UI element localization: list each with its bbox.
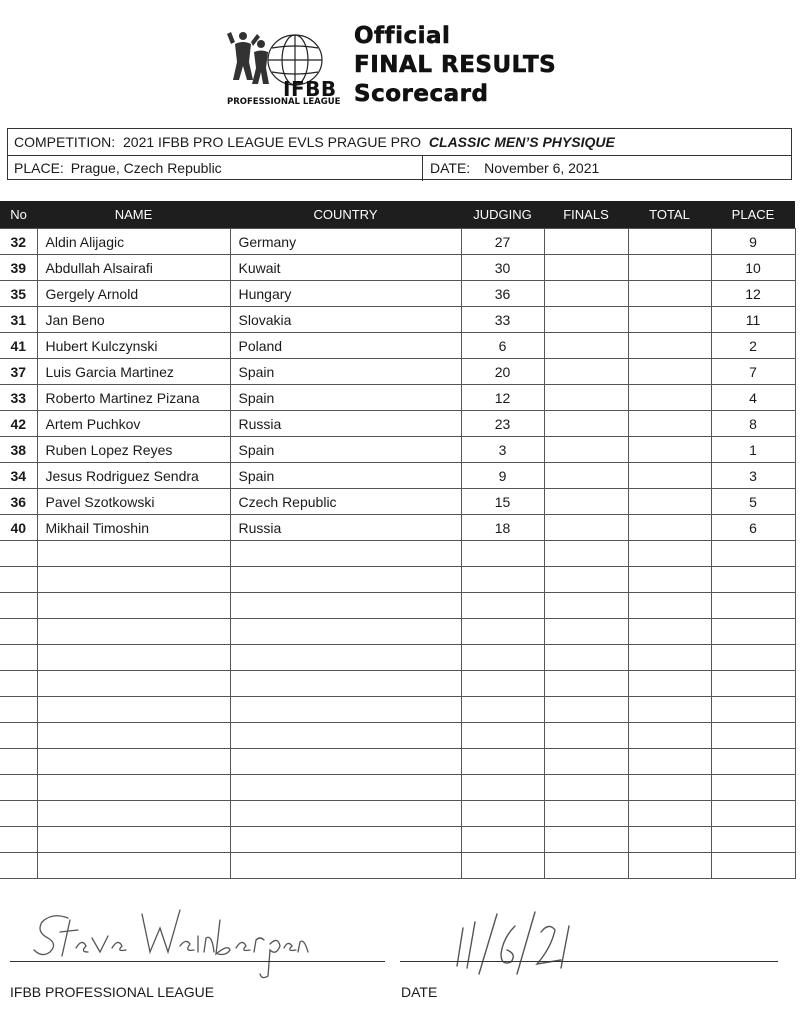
empty-table-row [0,593,795,619]
empty-table-row [0,801,795,827]
empty-cell [230,619,461,645]
column-header-country: COUNTRY [230,201,461,229]
empty-table-row [0,567,795,593]
empty-table-row [0,723,795,749]
empty-cell [628,645,711,671]
judging-score: 20 [461,359,544,385]
date-value: November 6, 2021 [484,160,600,176]
athlete-name: Abdullah Alsairafi [37,255,230,281]
empty-cell [230,775,461,801]
judging-score: 12 [461,385,544,411]
empty-cell [0,593,37,619]
athlete-country: Poland [230,333,461,359]
finals-score [544,281,628,307]
athlete-country: Slovakia [230,307,461,333]
total-score [628,255,711,281]
empty-cell [37,645,230,671]
column-header-no: No [0,201,37,229]
total-score [628,307,711,333]
empty-cell [461,827,544,853]
signature-label: IFBB PROFESSIONAL LEAGUE [10,984,215,1000]
empty-cell [711,827,795,853]
table-row [0,515,795,541]
empty-cell [461,567,544,593]
empty-cell [230,671,461,697]
empty-cell [628,567,711,593]
finals-score [544,333,628,359]
athlete-number: 41 [0,333,37,359]
empty-cell [544,619,628,645]
document-title [354,22,556,109]
judging-score: 36 [461,281,544,307]
place-label: PLACE: [14,160,64,176]
athlete-number: 32 [0,229,37,255]
empty-table-row [0,697,795,723]
empty-cell [37,801,230,827]
column-header-judging: JUDGING [461,201,544,229]
empty-cell [0,619,37,645]
empty-cell [37,567,230,593]
results-body [0,229,795,879]
final-place: 9 [711,229,795,255]
athlete-country: Russia [230,411,461,437]
empty-cell [461,671,544,697]
empty-cell [544,541,628,567]
athlete-number: 34 [0,463,37,489]
empty-cell [0,697,37,723]
empty-table-row [0,671,795,697]
empty-cell [230,827,461,853]
empty-cell [628,853,711,879]
final-place: 5 [711,489,795,515]
results-table [0,201,796,879]
empty-cell [628,697,711,723]
empty-cell [230,593,461,619]
empty-table-row [0,541,795,567]
empty-cell [0,671,37,697]
athlete-number: 39 [0,255,37,281]
competition-row [8,129,791,156]
empty-cell [628,775,711,801]
empty-cell [711,775,795,801]
final-place: 12 [711,281,795,307]
athlete-number: 35 [0,281,37,307]
total-score [628,359,711,385]
athlete-country: Hungary [230,281,461,307]
athlete-name: Jan Beno [37,307,230,333]
athlete-country: Czech Republic [230,489,461,515]
athlete-name: Artem Puchkov [37,411,230,437]
judging-score: 3 [461,437,544,463]
empty-cell [628,723,711,749]
empty-cell [230,853,461,879]
finals-score [544,437,628,463]
empty-cell [711,619,795,645]
competition-info-box [7,128,792,180]
athlete-name: Luis Garcia Martinez [37,359,230,385]
empty-cell [711,697,795,723]
finals-score [544,359,628,385]
empty-cell [37,723,230,749]
final-place: 10 [711,255,795,281]
empty-cell [37,697,230,723]
athlete-country: Kuwait [230,255,461,281]
judging-score: 15 [461,489,544,515]
table-header-row [0,201,795,229]
empty-cell [628,593,711,619]
total-score [628,385,711,411]
empty-cell [37,827,230,853]
date-field [422,156,599,181]
title-line-final-results: FINAL RESULTS [354,52,557,78]
athlete-name: Hubert Kulczynski [37,333,230,359]
empty-cell [711,749,795,775]
signature-line [10,961,385,962]
empty-table-row [0,775,795,801]
table-row [0,255,795,281]
empty-cell [461,593,544,619]
empty-cell [37,671,230,697]
place-date-row [8,156,791,181]
judging-score: 30 [461,255,544,281]
athlete-number: 38 [0,437,37,463]
empty-cell [544,749,628,775]
table-row [0,463,795,489]
empty-cell [461,801,544,827]
empty-cell [711,801,795,827]
empty-cell [628,801,711,827]
empty-cell [0,645,37,671]
empty-cell [461,541,544,567]
competition-name: 2021 IFBB PRO LEAGUE EVLS PRAGUE PRO [123,134,422,150]
athlete-name: Jesus Rodriguez Sendra [37,463,230,489]
athlete-name: Ruben Lopez Reyes [37,437,230,463]
empty-cell [230,697,461,723]
empty-cell [230,749,461,775]
empty-cell [461,853,544,879]
empty-table-row [0,619,795,645]
athlete-name: Gergely Arnold [37,281,230,307]
table-row [0,229,795,255]
empty-table-row [0,645,795,671]
column-header-finals: FINALS [544,201,628,229]
empty-cell [544,593,628,619]
athlete-number: 33 [0,385,37,411]
empty-cell [461,697,544,723]
empty-cell [37,541,230,567]
total-score [628,437,711,463]
final-place: 3 [711,463,795,489]
final-place: 2 [711,333,795,359]
empty-cell [461,619,544,645]
empty-cell [37,593,230,619]
logo-subtitle: PROFESSIONAL LEAGUE [227,97,341,107]
empty-table-row [0,827,795,853]
empty-cell [0,853,37,879]
date-label: DATE: [430,160,471,176]
empty-table-row [0,853,795,879]
empty-cell [711,645,795,671]
empty-cell [461,749,544,775]
finals-score [544,515,628,541]
athlete-name: Aldin Alijagic [37,229,230,255]
finals-score [544,229,628,255]
total-score [628,333,711,359]
column-header-total: TOTAL [628,201,711,229]
empty-cell [0,723,37,749]
empty-cell [0,749,37,775]
judging-score: 6 [461,333,544,359]
empty-table-row [0,749,795,775]
final-place: 11 [711,307,795,333]
empty-cell [628,619,711,645]
empty-cell [711,671,795,697]
empty-cell [0,801,37,827]
empty-cell [37,853,230,879]
athlete-country: Spain [230,437,461,463]
table-row [0,281,795,307]
judging-score: 23 [461,411,544,437]
empty-cell [230,801,461,827]
total-score [628,281,711,307]
table-row [0,411,795,437]
athlete-name: Pavel Szotkowski [37,489,230,515]
empty-cell [711,567,795,593]
empty-cell [230,645,461,671]
date-line [400,961,778,962]
empty-cell [230,541,461,567]
empty-cell [711,541,795,567]
finals-score [544,307,628,333]
empty-cell [544,567,628,593]
finals-score [544,411,628,437]
finals-score [544,385,628,411]
athlete-number: 37 [0,359,37,385]
table-row [0,437,795,463]
empty-cell [544,853,628,879]
signature-image [30,900,310,980]
empty-cell [544,775,628,801]
table-row [0,385,795,411]
final-place: 6 [711,515,795,541]
table-row [0,489,795,515]
empty-cell [461,645,544,671]
empty-cell [711,593,795,619]
date-signature-label: DATE [401,984,438,1000]
empty-cell [544,723,628,749]
athlete-number: 42 [0,411,37,437]
total-score [628,229,711,255]
finals-score [544,255,628,281]
column-header-name: NAME [37,201,230,229]
final-place: 8 [711,411,795,437]
empty-cell [37,749,230,775]
judging-score: 18 [461,515,544,541]
empty-cell [461,775,544,801]
athlete-number: 31 [0,307,37,333]
judging-score: 27 [461,229,544,255]
athlete-country: Spain [230,385,461,411]
empty-cell [711,853,795,879]
table-row [0,307,795,333]
empty-cell [544,645,628,671]
athlete-country: Spain [230,463,461,489]
empty-cell [544,671,628,697]
empty-cell [711,723,795,749]
handwritten-date-image [445,908,585,978]
empty-cell [0,827,37,853]
athlete-number: 40 [0,515,37,541]
athlete-name: Mikhail Timoshin [37,515,230,541]
empty-cell [628,671,711,697]
total-score [628,489,711,515]
empty-cell [0,775,37,801]
finals-score [544,463,628,489]
empty-cell [461,723,544,749]
athlete-name: Roberto Martinez Pizana [37,385,230,411]
final-place: 1 [711,437,795,463]
place-field [14,156,222,181]
competition-category: CLASSIC MEN’S PHYSIQUE [428,134,615,150]
final-place: 4 [711,385,795,411]
finals-score [544,489,628,515]
empty-cell [544,827,628,853]
empty-cell [628,827,711,853]
empty-cell [230,567,461,593]
athlete-country: Spain [230,359,461,385]
total-score [628,411,711,437]
athlete-country: Germany [230,229,461,255]
column-header-place: PLACE [711,201,795,229]
total-score [628,515,711,541]
ifbb-logo [225,22,350,107]
judging-score: 9 [461,463,544,489]
table-row [0,359,795,385]
title-line-official: Official [354,23,451,49]
title-line-scorecard: Scorecard [354,81,489,107]
empty-cell [0,567,37,593]
athlete-country: Russia [230,515,461,541]
empty-cell [0,541,37,567]
empty-cell [628,749,711,775]
empty-cell [230,723,461,749]
empty-cell [544,697,628,723]
total-score [628,463,711,489]
empty-cell [544,801,628,827]
competition-label: COMPETITION: [14,134,116,150]
empty-cell [37,775,230,801]
final-place: 7 [711,359,795,385]
judging-score: 33 [461,307,544,333]
table-row [0,333,795,359]
place-value: Prague, Czech Republic [70,160,222,176]
empty-cell [628,541,711,567]
athlete-number: 36 [0,489,37,515]
logo-name: IFBB [283,77,337,101]
empty-cell [37,619,230,645]
